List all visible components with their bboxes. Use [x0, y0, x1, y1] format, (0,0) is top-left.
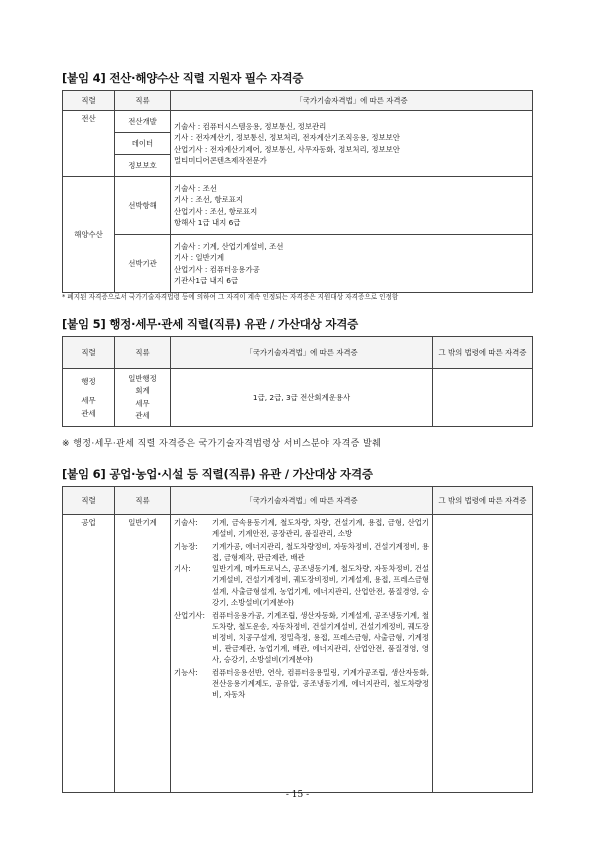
sub-security: 정보보호 — [115, 155, 171, 177]
header-sub: 직류 — [115, 91, 171, 111]
group-gineungsa: 기능사: 컴퓨터응용선반, 연삭, 컴퓨터응용밀링, 기계가공조립, 생산자동화, 전산응용기계제도, 공유압, 공조냉동기계, 에너지관리, 철도차량정비, 자동차 — [174, 668, 429, 700]
header-sub: 직류 — [115, 337, 171, 369]
other-cert — [433, 515, 533, 793]
group-sanup-gisa: 산업기사: 컴퓨터응용가공, 기계조립, 생산자동화, 기계설계, 공조냉동기계, 철도차량, 철도운송, 자동차정비, 건설기계설비, 건설기계정비, 궤도장비정비, 치공구설계, 정밀측정, 용접, 프레스금형, 사출금형, 기계정비, 판금제관, 농업기계, 배관, 에너지관리, 산업안전, 품질경영, 영사, 승강기, 소방설비(기계분야) — [174, 610, 429, 665]
series-jeonsan: 전산 — [63, 111, 115, 177]
sub-navigation: 선박항해 — [115, 177, 171, 235]
group-gisulsa: 기술사: 기계, 금속용동기계, 철도차량, 차량, 건설기계, 용접, 금형, 산업기계설비, 기계안전, 공장관리, 품질관리, 소방 — [174, 518, 429, 539]
accounting-cert: 1급, 2급, 3급 전산회계운용사 — [171, 369, 433, 427]
section-5-note: ※ 행정·세무·관세 직렬 자격증은 국가기술자격법령상 서비스분야 자격증 발췌 — [62, 439, 382, 449]
sub-engine: 선박기관 — [115, 235, 171, 293]
section-5-title: [붙임 5] 행정·세무·관세 직렬(직류) 유관 / 가산대상 자격증 — [62, 317, 359, 331]
engine-certs: 기술사 : 기계, 산업기계설비, 조선 기사 : 일반기계 산업기사 : 컴퓨터응용가공 기관사1급 내지 6급 — [171, 235, 533, 293]
header-series: 직렬 — [63, 487, 115, 515]
other-cert — [433, 369, 533, 427]
sub-data: 데이터 — [115, 133, 171, 155]
section-4-note: * 폐지된 자격증으로서 국가기술자격법령 등에 의하여 그 자격이 계속 인정되는 자격증은 지원대상 자격증으로 인정함 — [62, 293, 399, 301]
header-cert: 「국가기술자격법」에 따른 자격증 — [171, 487, 433, 515]
header-series: 직렬 — [63, 91, 115, 111]
header-cert: 「국가기술자격법」에 따른 자격증 — [171, 91, 533, 111]
series-gongeop: 공업 — [63, 515, 115, 793]
section-4-table — [62, 90, 533, 293]
header-sub: 직류 — [115, 487, 171, 515]
sub-list: 일반행정 회계 세무 관세 — [115, 369, 171, 427]
header-cert: 「국가기술자격법」에 따른 자격증 — [171, 337, 433, 369]
section-6-table — [62, 486, 533, 793]
header-other: 그 밖의 법령에 따른 자격증 — [433, 337, 533, 369]
machinery-certs — [171, 515, 433, 793]
section-6-title: [붙임 6] 공업·농업·시설 등 직렬(직류) 유관 / 가산대상 자격증 — [62, 467, 373, 481]
header-other: 그 밖의 법령에 따른 자격증 — [433, 487, 533, 515]
group-gisa: 기사: 일반기계, 메카트로닉스, 공조냉동기계, 철도차량, 자동차정비, 건설기계설비, 건설기계정비, 궤도장비정비, 기계설계, 용접, 프레스금형설계, 사출금형설계, 농업기계, 에너지관리, 산업안전, 품질경영, 승강기, 소방설비(기계분야) — [174, 564, 429, 607]
section-5-table — [62, 336, 533, 427]
header-series: 직렬 — [63, 337, 115, 369]
series-haeyang: 해양수산 — [63, 177, 115, 293]
group-gineungjang: 기능장: 기계가공, 에너지관리, 철도차량정비, 자동차정비, 건설기계정비, 용접, 금형제작, 판금제관, 배관 — [174, 542, 429, 563]
jeonsan-certs: 기술사 : 컴퓨터시스템응용, 정보통신, 정보관리 기사 : 전자계산기, 정보통신, 정보처리, 전자계산기조직응용, 정보보안 산업기사 : 전자계산기제어, 정보통신, 사무자동화, 정보처리, 정보보안 멀티미디어콘텐츠제작전문가 — [171, 111, 533, 177]
sub-general-machinery: 일반기계 — [115, 515, 171, 793]
series-list: 행정 세무 관세 — [63, 369, 115, 427]
sub-dev: 전산개발 — [115, 111, 171, 133]
navigation-certs: 기술사 : 조선 기사 : 조선, 항로표지 산업기사 : 조선, 항로표지 항해사 1급 내지 6급 — [171, 177, 533, 235]
section-4-title: [붙임 4] 전산·해양수산 직렬 지원자 필수 자격증 — [62, 71, 304, 85]
page-number: - 15 - — [285, 790, 310, 800]
